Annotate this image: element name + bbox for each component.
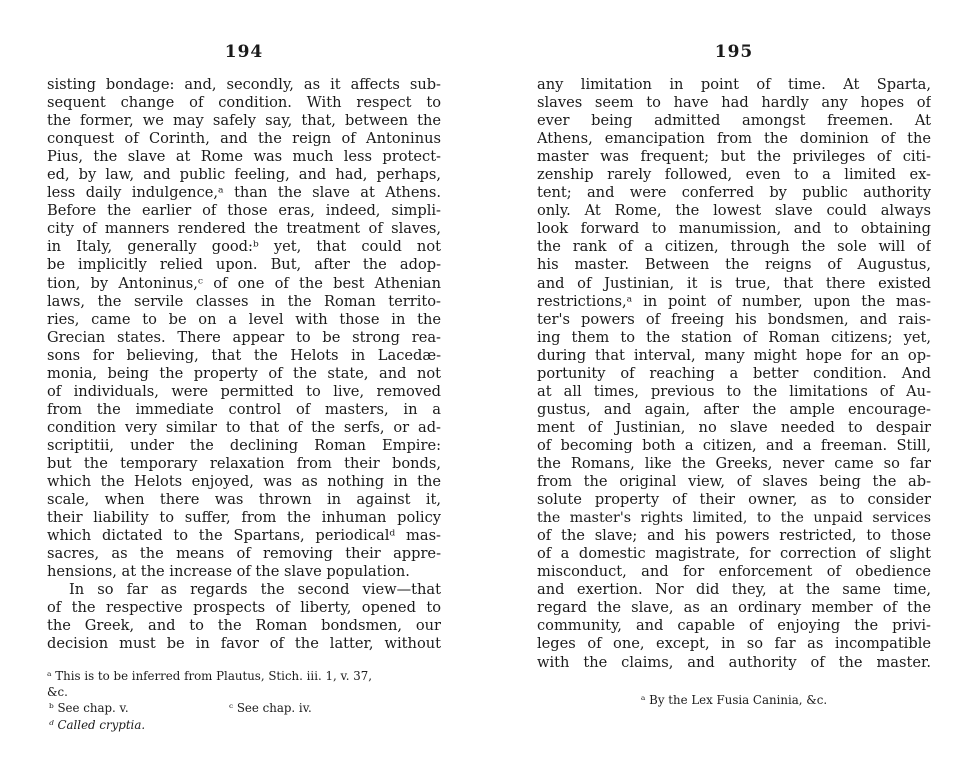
text-line: leges of one, except, in so far as incompatible	[537, 635, 931, 653]
text-line: misconduct, and for enforcement of obedience	[537, 563, 931, 581]
text-line: in Italy, generally good:ᵇ yet, that could not	[47, 238, 441, 256]
text-line: slaves seem to have had hardly any hopes of	[537, 94, 931, 112]
page-body-text	[537, 76, 931, 672]
text-line: less daily indulgence,ᵃ than the slave at Athens.	[47, 184, 441, 202]
text-line: from the original view, of slaves being the ab-	[537, 473, 931, 491]
text-line: ed, by law, and public feeling, and had, perhaps,	[47, 166, 441, 184]
text-line: the master's rights limited, to the unpaid services	[537, 510, 931, 527]
text-line: and of Justinian, it is true, that there existed	[537, 274, 931, 292]
text-line: In so far as regards the second view—that	[69, 581, 441, 599]
text-line: scriptitii, under the declining Roman Empire:	[47, 436, 441, 454]
text-line: the Greek, and to the Roman bondsmen, our	[47, 617, 441, 635]
text-line: scale, when there was thrown in against it,	[47, 491, 441, 509]
text-line: Athens, emancipation from the dominion of the	[537, 130, 931, 148]
footnotes	[537, 692, 931, 708]
text-line: the former, we may safely say, that, between the	[47, 112, 441, 130]
text-line: zenship rarely followed, even to a limited ex-	[537, 166, 931, 184]
text-line: sons for believing, that the Helots in Lacedæ-	[47, 346, 441, 364]
footnote-row	[47, 700, 441, 716]
footnote-a-continued: &c.	[47, 685, 68, 700]
text-line: his master. Between the reigns of Augustus,	[537, 256, 931, 274]
text-line: tion, by Antoninus,ᶜ of one of the best Athenian	[47, 274, 441, 292]
text-line: tent; and were conferred by public authority	[537, 184, 931, 202]
text-line: laws, the servile classes in the Roman territo-	[47, 292, 441, 310]
text-line: master was frequent; but the privileges of citi-	[537, 148, 931, 166]
text-line: ries, came to be on a level with those in the	[47, 310, 441, 328]
text-line: Pius, the slave at Rome was much less protect-	[47, 148, 441, 166]
text-line: city of manners rendered the treatment of slaves,	[47, 220, 441, 238]
text-line: any limitation in point of time. At Sparta,	[537, 76, 931, 93]
text-line: restrictions,ᵃ in point of number, upon the mas-	[537, 292, 931, 310]
text-line: be implicitly relied upon. But, after the adop-	[47, 256, 441, 274]
text-line: ment of Justinian, no slave needed to despair	[537, 418, 931, 436]
text-line: of individuals, were permitted to live, removed	[47, 382, 441, 400]
text-line: solute property of their owner, as to consider	[537, 491, 931, 509]
text-line: regard the slave, as an ordinary member of the	[537, 599, 931, 617]
text-line: of the respective prospects of liberty, opened to	[47, 599, 441, 617]
footnote-b: ᵇ See chap. v.	[49, 701, 129, 716]
text-line: Before the earlier of those eras, indeed, simpli-	[47, 202, 441, 220]
text-line: sacres, as the means of removing their appre-	[47, 545, 441, 563]
page-number: 195	[714, 42, 754, 62]
text-line: monia, being the property of the state, and not	[47, 364, 441, 382]
footnote-c: ᶜ See chap. iv.	[229, 701, 312, 716]
text-line: portunity of reaching a better condition. And	[537, 364, 931, 382]
text-line: which dictated to the Spartans, periodicalᵈ mas-	[47, 527, 441, 545]
text-line: condition very similar to that of the serfs, or ad-	[47, 418, 441, 436]
text-line: community, and capable of enjoying the privi-	[537, 617, 931, 635]
text-line: sisting bondage: and, secondly, as it affects sub-	[47, 76, 441, 93]
text-line: of a domestic magistrate, for correction of slight	[537, 545, 931, 563]
footnotes	[47, 668, 441, 733]
text-line: the Romans, like the Greeks, never came so far	[537, 454, 931, 472]
text-line: decision must be in favor of the latter, without	[47, 635, 441, 653]
text-line: their liability to suffer, from the inhuman policy	[47, 509, 441, 527]
text-line: only. At Rome, the lowest slave could always	[537, 202, 931, 220]
text-line: of the slave; and his powers restricted, to those	[537, 527, 931, 545]
text-line: at all times, previous to the limitations of Au-	[537, 382, 931, 400]
text-line: gustus, and again, after the ample encourage-	[537, 400, 931, 418]
text-line: hensions, at the increase of the slave population.	[47, 563, 410, 581]
text-line: and exertion. Nor did they, at the same time,	[537, 581, 931, 599]
text-line: conquest of Corinth, and the reign of Antoninus	[47, 130, 441, 148]
text-line: from the immediate control of masters, in a	[47, 400, 441, 418]
footnote-d: ᵈ Called cryptia.	[49, 717, 146, 732]
text-line: Grecian states. There appear to be strong rea-	[47, 328, 441, 346]
text-line: sequent change of condition. With respect to	[47, 94, 441, 112]
page-body-text	[47, 76, 441, 654]
right-page	[537, 0, 931, 766]
text-line: the rank of a citizen, through the sole will of	[537, 238, 931, 256]
text-line: during that interval, many might hope for an op-	[537, 346, 931, 364]
text-line: look forward to manumission, and to obtaining	[537, 220, 931, 238]
page-number: 194	[224, 42, 264, 62]
text-line: ter's powers of freeing his bondsmen, and rais-	[537, 310, 931, 328]
text-line: ing them to the station of Roman citizens; yet,	[537, 328, 931, 346]
text-line: of becoming both a citizen, and a freeman. Still,	[537, 436, 931, 454]
text-line: ever being admitted amongst freemen. At	[537, 112, 931, 130]
text-line: but the temporary relaxation from their bonds,	[47, 454, 441, 472]
text-line: which the Helots enjoyed, was as nothing in the	[47, 473, 441, 491]
text-line: with the claims, and authority of the master.	[537, 653, 931, 671]
left-page	[47, 0, 441, 766]
footnote-a: ᵃ By the Lex Fusia Caninia, &c.	[640, 693, 828, 707]
footnote-a: ᵃ This is to be inferred from Plautus, Stich. iii. 1, v. 37,	[47, 669, 373, 683]
